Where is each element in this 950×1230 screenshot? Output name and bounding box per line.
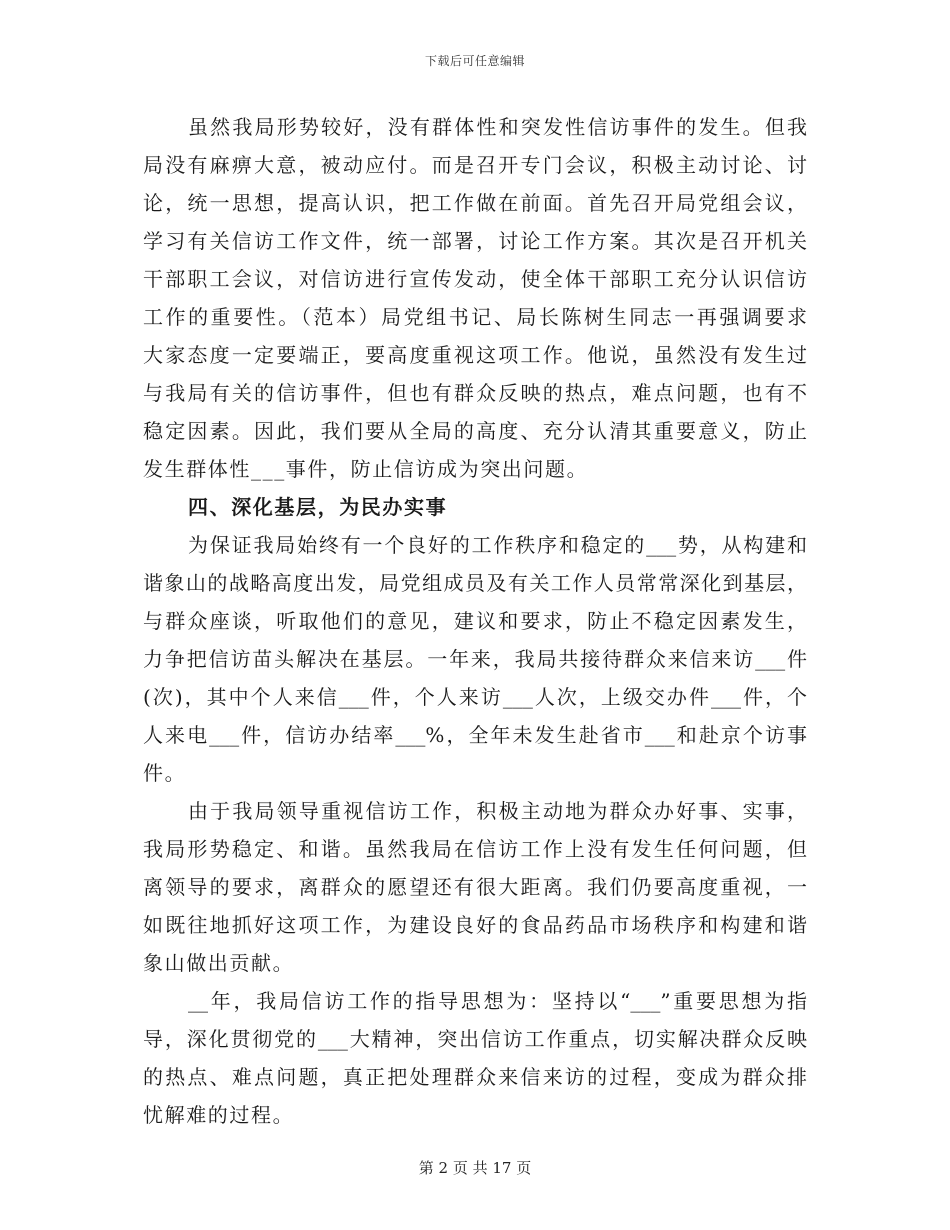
text-line: 如既往地抓好这项工作，为建设良好的食品药品市场秩序和构建和谐 <box>143 913 807 937</box>
text-line: 发生群体性___事件，防止信访成为突出问题。 <box>143 457 589 481</box>
text-line: 力争把信访苗头解决在基层。一年来，我局共接待群众来信来访___件 <box>143 647 807 671</box>
text-line: 论，统一思想，提高认识，把工作做在前面。首先召开局党组会议， <box>143 191 807 215</box>
text-line: 为保证我局始终有一个良好的工作秩序和稳定的___势，从构建和 <box>188 533 807 557</box>
text-line: 虽然我局形势较好，没有群体性和突发性信访事件的发生。但我 <box>188 115 807 139</box>
text-line: 局没有麻痹大意，被动应付。而是召开专门会议，积极主动讨论、讨 <box>143 153 807 177</box>
text-line: 由于我局领导重视信访工作，积极主动地为群众办好事、实事， <box>188 799 807 823</box>
text-line: 人来电___件，信访办结率___%，全年未发生赴省市___和赴京个访事 <box>143 723 807 747</box>
document-body <box>143 108 807 1134</box>
section-heading: 四、深化基层，为民办实事 <box>188 495 448 519</box>
text-line: 件。 <box>143 761 187 785</box>
text-line: 的热点、难点问题，真正把处理群众来信来访的过程，变成为群众排 <box>143 1065 807 1089</box>
text-line: 与我局有关的信访事件，但也有群众反映的热点，难点问题，也有不 <box>143 381 807 405</box>
text-line: 我局形势稳定、和谐。虽然我局在信访工作上没有发生任何问题，但 <box>143 837 807 861</box>
text-line: 大家态度一定要端正，要高度重视这项工作。他说，虽然没有发生过 <box>143 343 807 367</box>
text-line: 学习有关信访工作文件，统一部署，讨论工作方案。其次是召开机关 <box>143 229 807 253</box>
text-line: 忧解难的过程。 <box>143 1103 295 1127</box>
text-line: 象山做出贡献。 <box>143 951 295 975</box>
text-line: 离领导的要求，离群众的愿望还有很大距离。我们仍要高度重视，一 <box>143 875 807 899</box>
text-line: __年，我局信访工作的指导思想为：坚持以“___”重要思想为指 <box>188 989 807 1013</box>
text-line: 与群众座谈，听取他们的意见，建议和要求，防止不稳定因素发生， <box>143 609 807 633</box>
page-footer: 第 2 页 共 17 页 <box>418 1159 532 1177</box>
text-line: 导，深化贯彻党的___大精神，突出信访工作重点，切实解决群众反映 <box>143 1027 807 1051</box>
text-line: 稳定因素。因此，我们要从全局的高度、充分认清其重要意义，防止 <box>143 419 807 443</box>
text-line: 工作的重要性。（范本）局党组书记、局长陈树生同志一再强调要求 <box>143 305 807 329</box>
text-line: (次)，其中个人来信___件，个人来访___人次，上级交办件___件，个 <box>143 685 807 709</box>
page-header: 下载后可任意编辑 <box>424 54 525 68</box>
text-line: 谐象山的战略高度出发，局党组成员及有关工作人员常常深化到基层， <box>143 571 807 595</box>
text-line: 干部职工会议，对信访进行宣传发动，使全体干部职工充分认识信访 <box>143 267 807 291</box>
